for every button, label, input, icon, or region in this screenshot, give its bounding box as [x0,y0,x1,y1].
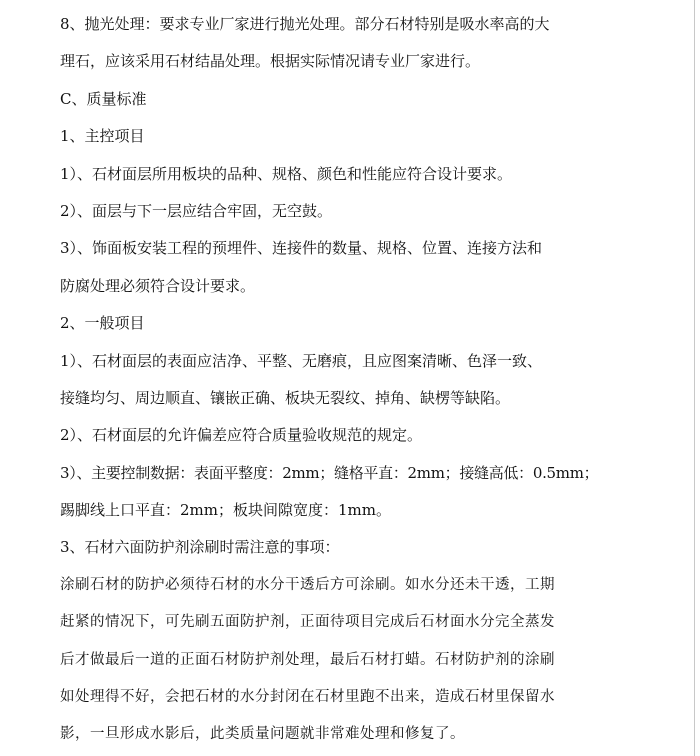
subheading-main-control-items: 1、主控项目 [60,127,145,146]
paragraph-polishing-line-2: 理石，应该采用石材结晶处理。根据实际情况请专业厂家进行。 [60,52,481,71]
protective-paragraph-line-5: 影，一旦形成水影后，此类质量问题就非常难处理和修复了。 [60,726,465,743]
general-item-2: 2）、石材面层的允许偏差应符合质量验收规范的规定。 [60,426,423,445]
document-body [60,6,600,754]
general-item-1-line-1: 1）、石材面层的表面应洁净、平整、无磨痕，且应图案清晰、色泽一致、 [60,351,543,370]
protective-paragraph-line-2: 赶紧的情况下，可先刷五面防护剂，正面待项目完成后石材面水分完全蒸发 [60,614,555,631]
paragraph-polishing-line-1: 8、抛光处理：要求专业厂家进行抛光处理。部分石材特别是吸水率高的大 [60,15,550,33]
subheading-protective-agent-notes: 3、石材六面防护剂涂刷时需注意的事项： [60,538,340,557]
main-item-2: 2）、面层与下一层应结合牢固，无空鼓。 [60,201,333,220]
main-item-1: 1）、石材面层所用板块的品种、规格、颜色和性能应符合设计要求。 [60,164,513,183]
protective-paragraph-line-1: 涂刷石材的防护必须待石材的水分干透后方可涂刷。如水分还未干透，工期 [60,576,555,593]
general-item-1-line-2: 接缝均匀、周边顺直、镶嵌正确、板块无裂纹、掉角、缺楞等缺陷。 [60,388,511,407]
general-item-3-line-1: 3）、主要控制数据：表面平整度：2mm；缝格平直：2mm；接缝高低：0.5mm； [60,463,599,482]
subheading-general-items: 2、一般项目 [60,314,145,333]
protective-paragraph-line-4: 如处理得不好，会把石材的水分封闭在石材里跑不出来，造成石材里保留水 [60,689,555,706]
main-item-3-line-2: 防腐处理必须符合设计要求。 [60,276,256,295]
protective-paragraph-line-3: 后才做最后一道的正面石材防护剂处理，最后石材打蜡。石材防护剂的涂刷 [60,651,555,668]
section-heading-quality-standard: C、质量标准 [60,89,147,108]
general-item-3-line-2: 踢脚线上口平直：2mm；板块间隙宽度：1mm。 [60,501,391,520]
page-edge-divider [694,0,695,756]
main-item-3-line-1: 3）、饰面板安装工程的预埋件、连接件的数量、规格、位置、连接方法和 [60,239,543,258]
